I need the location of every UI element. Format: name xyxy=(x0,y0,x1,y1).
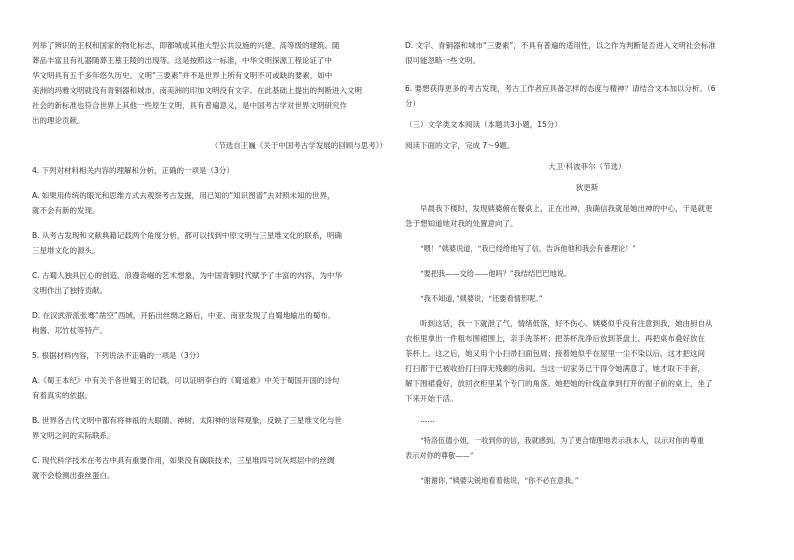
left-column xyxy=(32,38,389,483)
q4-option-a: A. 如果用传统的眼光和思维方式去观察考古发掘，用已知的“知识图谱”去对照未知的世界， xyxy=(32,191,335,200)
section-3-heading: （三）文学类文本阅读（本题共3小题，15分） xyxy=(405,120,562,129)
question-5-stem: 5. 根据材料内容，下列说法不正确的一项是（3分） xyxy=(32,351,204,360)
story-paragraph: 下来开始干活。 xyxy=(405,394,458,403)
q4-option-b: B. 从考古发现和文献典籍记载两个角度分析，都可以找到中原文明与三星堆文化的联系，明确 xyxy=(32,231,342,240)
source-citation: （节选自王巍《关于中国考古学发展的回顾与思考》） xyxy=(210,141,387,150)
story-dialogue: “喂！”姨婆说道，“我已经给他写了信，告诉他他和我会有番理论！” xyxy=(420,244,636,253)
q4-option-d: 枸酱、邛竹杖等特产。 xyxy=(32,326,107,335)
story-dialogue: 表示对你的尊敬——” xyxy=(405,451,474,460)
story-paragraph: 早晨我下楼时，发现姨婆俯在餐桌上，正在出神，我确信我就是她出神的中心，于是就更 xyxy=(420,204,713,213)
intro-line: 葬品丰富且有礼器随葬王墓王陵的出现等。这是按照这一标准，中华文明探源工程论证了中 xyxy=(32,56,332,65)
q5-option-b: B. 世界各古代文明中都有将神祇的大眼睛、神树、太阳神的崇拜观象，反映了三星堆文化与世 xyxy=(32,416,342,425)
intro-line: 华文明具有五千多年悠久历史。文明“三要素”并不是世界上所有文明不可或缺的要素，如中 xyxy=(32,71,333,80)
intro-line: 美洲的玛雅文明就没有青铜器和城市，南美洲的印加文明没有文字。在此基础上提出的判断进入文明 xyxy=(32,86,362,95)
q5-option-c: 就不会检测出蚕丝蛋白。 xyxy=(32,471,115,480)
story-paragraph: 急于想知道她对我的处置意向了。 xyxy=(405,219,518,228)
question-6: 6. 要想获得更多的考古发现，考古工作者应具备怎样的态度与精神？请结合文本加以分析。（6 xyxy=(405,84,716,93)
story-paragraph: 听到这话，我一下就泄了气，情绪低落，好不伤心。姨婆似乎没有注意到我，她由厨自从 xyxy=(420,319,713,328)
q4-option-c: 文明作出了独特贡献。 xyxy=(32,286,107,295)
q5-option-a: A.《蜀王本纪》中有关于各世蜀王的记载，可以证明李白的《蜀道难》中关于蜀国开国的诗句 xyxy=(32,376,340,385)
intro-line: 社会的新标准也符合世界上其他一些原生文明，具有普遍意义，是中国考古学对世界文明研究作 xyxy=(32,101,347,110)
q5-option-b: 界文明之间的实际联系。 xyxy=(32,431,115,440)
q4-option-d: D. 在汉武帝派张骞“凿空”西域，开拓出丝绸之路后，中亚、南亚发现了自蜀地输出的蜀布、 xyxy=(32,311,336,320)
story-paragraph: 茶杯上。这之后，她又用个小扫帚扫面包屑；接着她似乎在屋里一尘不染以后，这才把这间 xyxy=(405,349,705,358)
story-title: 大卫·科波菲尔（节选） xyxy=(548,162,626,171)
story-dialogue: “谢谢你，”姨婆尖锐地看着他说，“你不必在意我。” xyxy=(420,476,579,485)
question-4-stem: 4. 下列对材料相关内容的理解和分析，正确的一项是（3分） xyxy=(32,166,234,175)
q4-option-b: 三星堆文化的源头。 xyxy=(32,246,100,255)
intro-line: 出的理论贡献。 xyxy=(32,116,85,125)
story-paragraph: 打扫都干已被收拾打扫得无残剩的房间。当这一切家务已干得令她满意了，她才取下手套， xyxy=(405,364,705,373)
q5-option-c: C. 现代科学技术在考古中具有重要作用，如果没有碳联技术，三星堆四号坑灰烬层中的丝绸 xyxy=(32,456,335,465)
story-dialogue: “特洛伍德小姐，一收到你的信，我就感到，为了更合情理地表示我本人，以示对你的尊重 xyxy=(420,436,704,445)
question-6: 分） xyxy=(405,99,420,108)
right-column xyxy=(405,38,769,488)
story-ellipsis: …… xyxy=(420,415,435,424)
q4-option-a: 就不会有新的发现。 xyxy=(32,206,100,215)
story-dialogue: “我不知道，”姨婆说，“还要看情形呢。” xyxy=(420,294,543,303)
q5-option-a: 有着真实的依据。 xyxy=(32,391,92,400)
story-paragraph: 解下围裙叠好，放回衣柜里某个专门的角落。她把她的针线盒拿到打开的窗子前的桌上，坐了 xyxy=(405,379,713,388)
story-paragraph: 衣柜里拿出一件粗布围裙围上，亲手洗茶杯；把茶杯洗净后放到茶盘上，再把桌布叠好放在 xyxy=(405,334,705,343)
q4-option-c: C. 古蜀人独具匠心的创造、浪漫奇崛的艺术想象，为中国青铜时代赋予了丰富的内容，为中华 xyxy=(32,271,343,280)
q5-option-d: D. 文字、青铜器和城市“三要素”，不具有普遍的适用性，以之作为判断是否进入文明社会标准 xyxy=(405,41,716,50)
reading-instruction: 阅读下面的文字，完成 7～9题。 xyxy=(405,141,515,150)
story-dialogue: “要把我——交给——他吗？”我结结巴巴地说。 xyxy=(420,269,572,278)
story-author: 狄更斯 xyxy=(575,183,599,192)
q5-option-d: 很可能忽略一些文明。 xyxy=(405,56,480,65)
intro-line: 列举了辨识的王权和国家的物化标志，即都城或其他大型公共设施的兴建、高等级的建筑、随 xyxy=(32,41,340,50)
